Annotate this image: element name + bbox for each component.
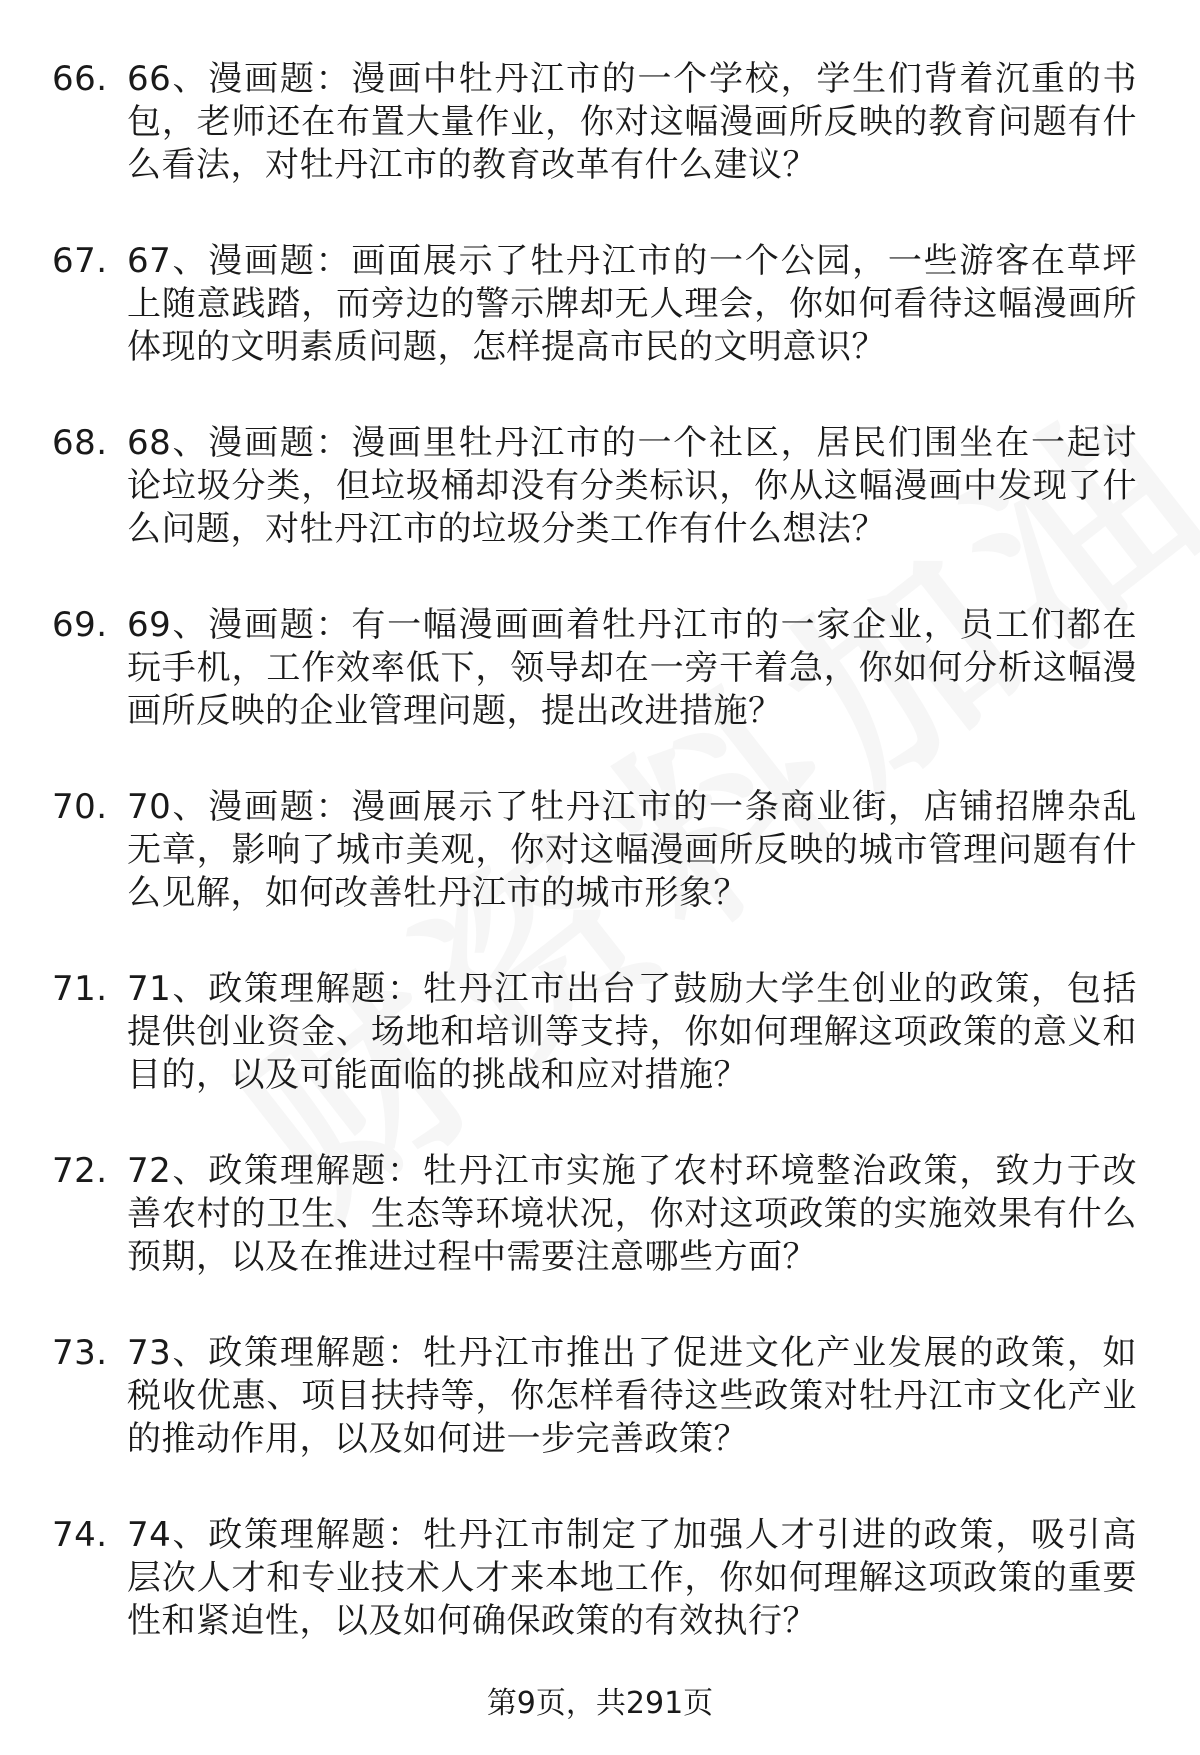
page-footer — [0, 1686, 1200, 1722]
question-text: 66、漫画题：漫画中牡丹江市的一个学校，学生们背着沉重的书包，老师还在布置大量作业，你对这幅漫画所反映的教育问题有什么看法，对牡丹江市的教育改革有什么建议？ — [127, 59, 1137, 185]
question-item — [0, 604, 1200, 786]
question-text: 67、漫画题：画面展示了牡丹江市的一个公园，一些游客在草坪上随意践踏，而旁边的警示牌却无人理会，你如何看待这幅漫画所体现的文明素质问题，怎样提高市民的文明意识？ — [127, 241, 1137, 367]
question-number: 67. — [52, 241, 108, 281]
question-item — [0, 1514, 1200, 1696]
question-number: 66. — [52, 59, 108, 99]
question-item — [0, 422, 1200, 604]
question-number: 74. — [52, 1515, 108, 1555]
question-number: 68. — [52, 423, 108, 463]
question-text: 68、漫画题：漫画里牡丹江市的一个社区，居民们围坐在一起讨论垃圾分类，但垃圾桶却没有分类标识，你从这幅漫画中发现了什么问题，对牡丹江市的垃圾分类工作有什么想法？ — [127, 423, 1137, 549]
question-item — [0, 786, 1200, 968]
question-text: 74、政策理解题：牡丹江市制定了加强人才引进的政策，吸引高层次人才和专业技术人才来本地工作，你如何理解这项政策的重要性和紧迫性，以及如何确保政策的有效执行？ — [127, 1515, 1137, 1641]
question-item — [0, 240, 1200, 422]
question-item — [0, 968, 1200, 1150]
question-item — [0, 1332, 1200, 1514]
question-text: 73、政策理解题：牡丹江市推出了促进文化产业发展的政策，如税收优惠、项目扶持等，你怎样看待这些政策对牡丹江市文化产业的推动作用，以及如何进一步完善政策？ — [127, 1333, 1137, 1459]
question-number: 72. — [52, 1151, 108, 1191]
question-item — [0, 58, 1200, 240]
question-number: 71. — [52, 969, 108, 1009]
page-number-label: 第9页，共291页 — [486, 1686, 714, 1721]
question-item — [0, 1150, 1200, 1332]
question-text: 72、政策理解题：牡丹江市实施了农村环境整治政策，致力于改善农村的卫生、生态等环境状况，你对这项政策的实施效果有什么预期，以及在推进过程中需要注意哪些方面？ — [127, 1151, 1137, 1277]
question-list — [0, 58, 1200, 1696]
question-number: 73. — [52, 1333, 108, 1373]
question-text: 71、政策理解题：牡丹江市出台了鼓励大学生创业的政策，包括提供创业资金、场地和培训等支持，你如何理解这项政策的意义和目的，以及可能面临的挑战和应对措施？ — [127, 969, 1137, 1095]
question-number: 70. — [52, 787, 108, 827]
question-number: 69. — [52, 605, 108, 645]
question-text: 69、漫画题：有一幅漫画画着牡丹江市的一家企业，员工们都在玩手机，工作效率低下，领导却在一旁干着急，你如何分析这幅漫画所反映的企业管理问题，提出改进措施？ — [127, 605, 1137, 731]
question-text: 70、漫画题：漫画展示了牡丹江市的一条商业街，店铺招牌杂乱无章，影响了城市美观，你对这幅漫画所反映的城市管理问题有什么见解，如何改善牡丹江市的城市形象？ — [127, 787, 1137, 913]
